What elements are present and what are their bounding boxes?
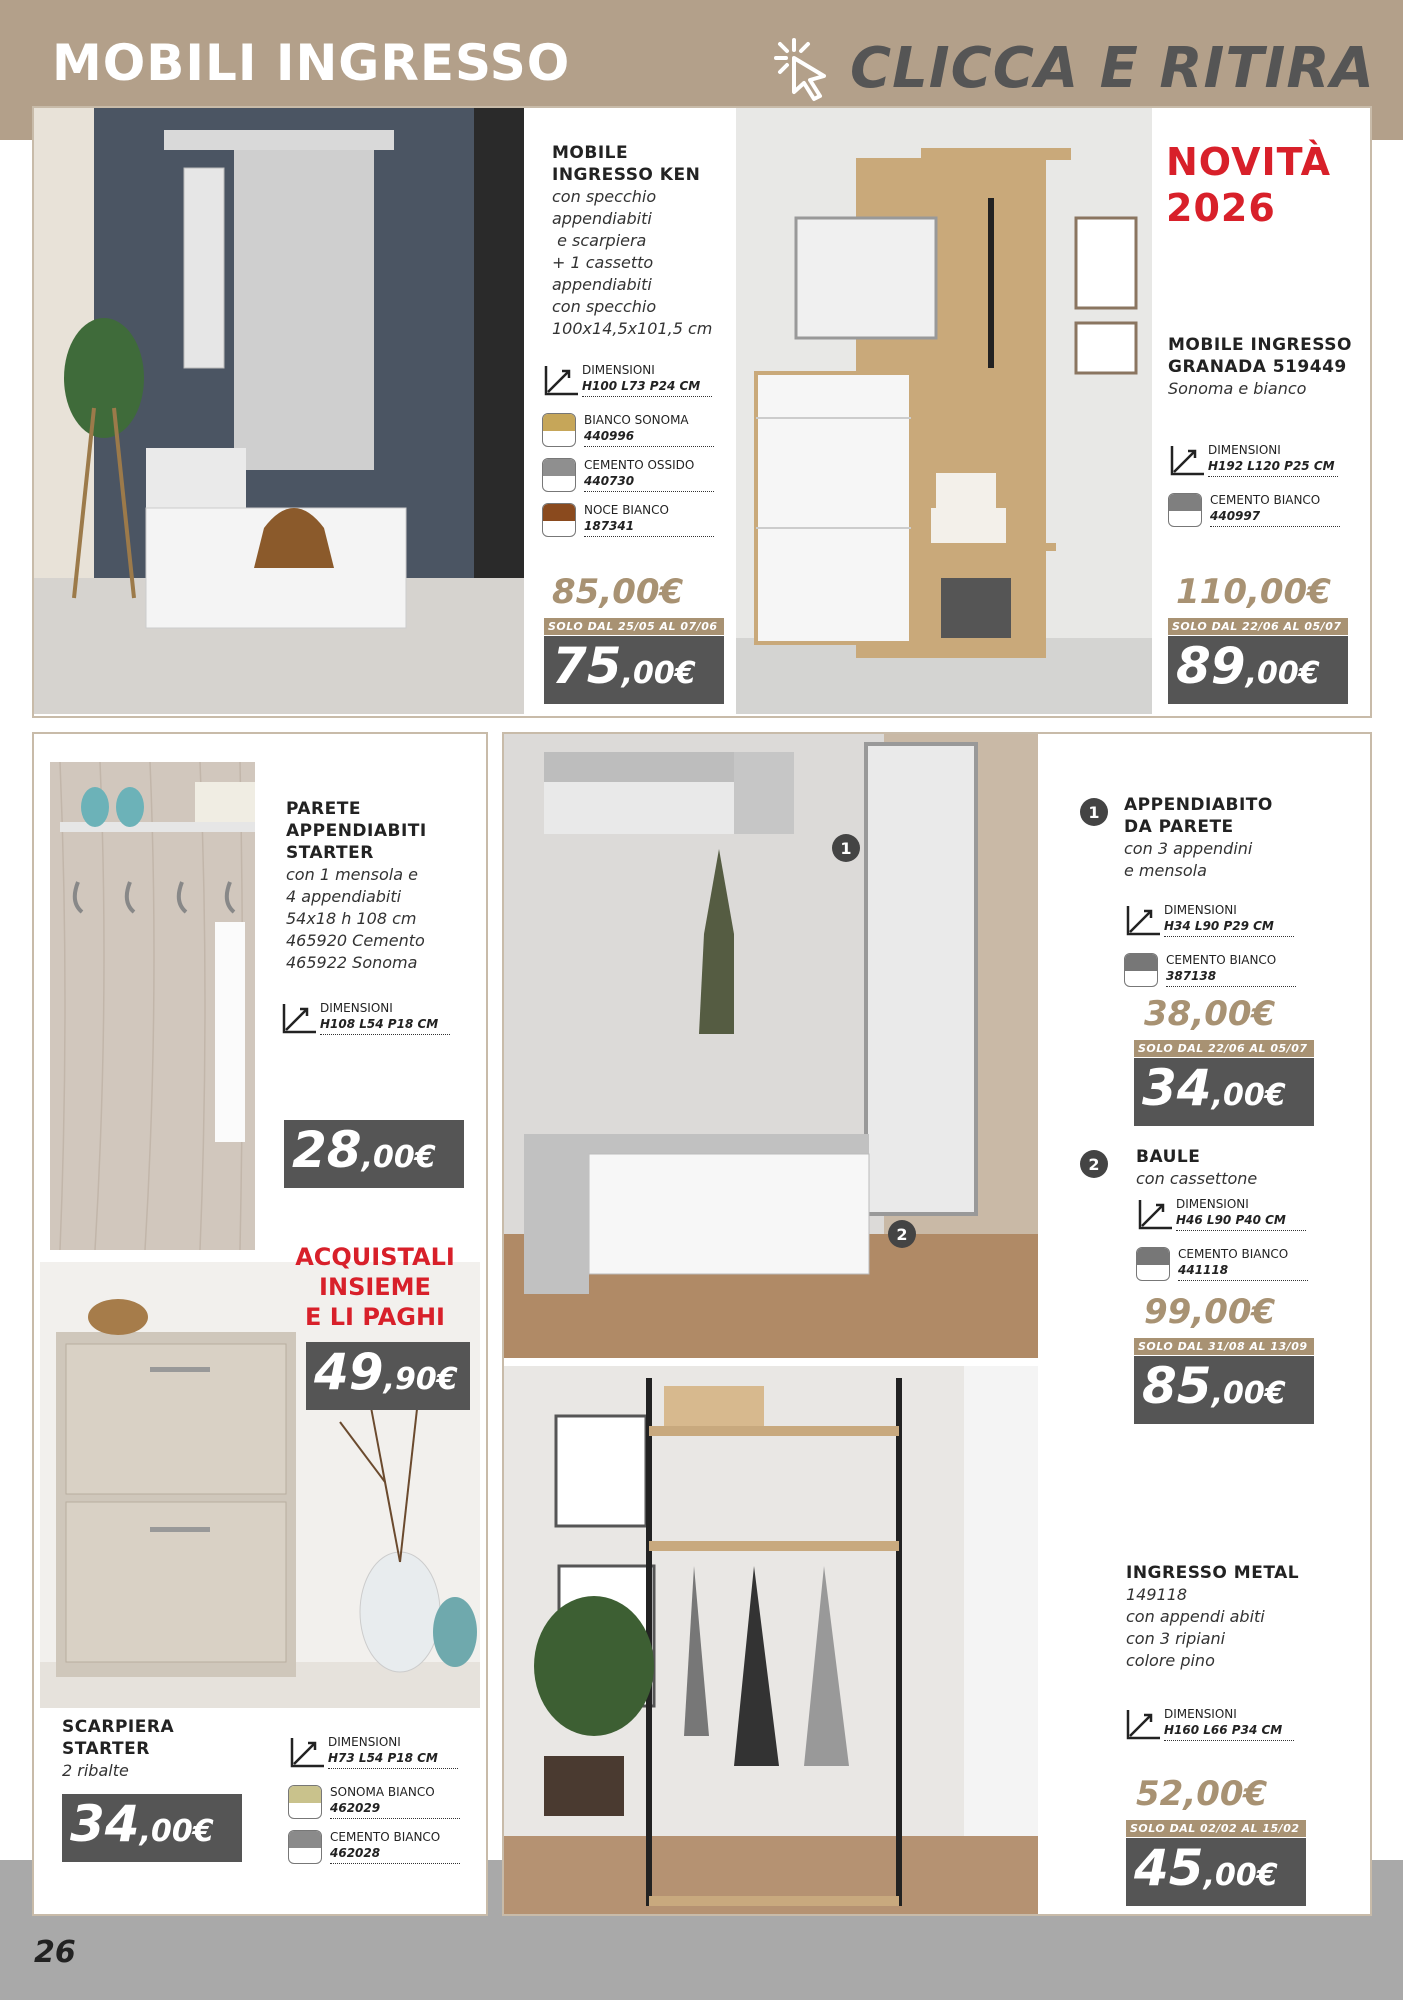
click-and-collect-title: CLICCA E RITIRA — [850, 36, 1375, 101]
ken-color-1 — [542, 412, 714, 447]
scarpiera-color-2-code: 462028 — [330, 1846, 381, 1860]
ken-offer-dates: SOLO DAL 25/05 AL 07/06 — [544, 618, 724, 635]
ken-price — [544, 636, 724, 704]
metal-desc-3: con 3 ripiani — [1126, 1629, 1226, 1648]
scarpiera-price-dec: ,00€ — [139, 1814, 214, 1849]
combo-line-1: ACQUISTALI — [295, 1243, 455, 1271]
dimensions-icon — [288, 1734, 328, 1770]
metal-dimensions — [1124, 1706, 1294, 1742]
scarpiera-desc: 2 ribalte — [62, 1761, 129, 1780]
dimensions-icon — [1124, 1706, 1164, 1742]
metal-price-int: 45 — [1134, 1839, 1204, 1897]
dimensions-icon — [1124, 902, 1164, 938]
color-swatch — [1124, 953, 1158, 987]
parete-price-dec: ,00€ — [361, 1140, 436, 1175]
ken-color-list — [542, 412, 714, 547]
metal-title: INGRESSO METAL — [1126, 1563, 1300, 1583]
color-swatch — [288, 1830, 322, 1864]
appendiabito-old-price: 38,00€ — [1144, 994, 1276, 1034]
ken-desc-2: appendiabiti — [552, 209, 652, 228]
combo-price — [306, 1342, 470, 1410]
parete-desc-4: 465920 Cemento — [286, 931, 425, 950]
parete-title-2: APPENDIABITI — [286, 821, 427, 841]
appendiabito-number: 1 — [1080, 798, 1108, 826]
baule-color-code: 441118 — [1178, 1263, 1229, 1277]
ken-color-2 — [542, 457, 714, 492]
granada-title-1: MOBILE INGRESSO — [1168, 335, 1352, 355]
appendiabito-info — [1124, 794, 1324, 882]
appendiabito-dim-value: H34 L90 P29 CM — [1164, 919, 1274, 933]
parete-desc-2: 4 appendiabiti — [286, 887, 402, 906]
granada-offer-dates: SOLO DAL 22/06 AL 05/07 — [1168, 618, 1348, 635]
metal-desc-1: 149118 — [1126, 1585, 1188, 1604]
baule-title: BAULE — [1136, 1147, 1201, 1167]
baule-info — [1136, 1146, 1336, 1190]
scarpiera-dim-label: DIMENSIONI — [328, 1735, 401, 1749]
appendiabito-baule-photo — [504, 734, 1038, 1358]
metal-offer-dates: SOLO DAL 02/02 AL 15/02 — [1126, 1820, 1306, 1837]
ken-price-int: 75 — [552, 637, 622, 695]
color-swatch — [1168, 493, 1202, 527]
parete-dim-label: DIMENSIONI — [320, 1001, 393, 1015]
parete-dim-value: H108 L54 P18 CM — [320, 1017, 439, 1031]
scarpiera-info — [62, 1716, 242, 1782]
photo-marker-1: 1 — [832, 834, 860, 862]
scarpiera-dim-value: H73 L54 P18 CM — [328, 1751, 438, 1765]
granada-dim-label: DIMENSIONI — [1208, 443, 1281, 457]
parete-desc-5: 465922 Sonoma — [286, 953, 418, 972]
combo-line-2: INSIEME — [319, 1273, 431, 1301]
granada-color-name: CEMENTO BIANCO — [1210, 493, 1321, 507]
scarpiera-color-1-name: SONOMA BIANCO — [330, 1785, 435, 1799]
granada-info — [1168, 334, 1368, 400]
appendiabito-desc-1: con 3 appendini — [1124, 839, 1253, 858]
dimensions-icon — [280, 1000, 320, 1036]
granada-color — [1168, 492, 1340, 527]
scarpiera-color-list — [288, 1784, 460, 1874]
dimensions-icon — [542, 362, 582, 398]
metal-info — [1126, 1562, 1346, 1672]
dimensions-icon — [1136, 1196, 1176, 1232]
color-swatch — [542, 413, 576, 447]
color-swatch — [1136, 1247, 1170, 1281]
appendiabito-color-code: 387138 — [1166, 969, 1217, 983]
metal-old-price: 52,00€ — [1136, 1774, 1268, 1814]
ken-old-price: 85,00€ — [552, 572, 684, 612]
granada-dimensions — [1168, 442, 1338, 478]
appendiabito-title-2: DA PARETE — [1124, 817, 1234, 837]
metal-desc-4: colore pino — [1126, 1651, 1215, 1670]
ken-dim-label: DIMENSIONI — [582, 363, 655, 377]
ken-title-2: INGRESSO KEN — [552, 165, 701, 185]
granada-product-photo — [736, 108, 1152, 714]
baule-price — [1134, 1356, 1314, 1424]
baule-price-int: 85 — [1142, 1357, 1212, 1415]
appendiabito-price — [1134, 1058, 1314, 1126]
ken-desc-5: appendiabiti — [552, 275, 652, 294]
appendiabito-offer-dates: SOLO DAL 22/06 AL 05/07 — [1134, 1040, 1314, 1057]
appendiabito-price-dec: ,00€ — [1211, 1078, 1286, 1113]
appendiabito-title-1: APPENDIABITO — [1124, 795, 1273, 815]
appendiabito-color — [1124, 952, 1296, 987]
granada-price-int: 89 — [1176, 637, 1246, 695]
appendiabito-price-int: 34 — [1142, 1059, 1212, 1117]
appendiabito-dimensions — [1124, 902, 1294, 938]
appendiabito-color-name: CEMENTO BIANCO — [1166, 953, 1277, 967]
scarpiera-title-1: SCARPIERA — [62, 1717, 175, 1737]
ken-desc-7: 100x14,5x101,5 cm — [552, 319, 713, 338]
granada-title-2: GRANADA 519449 — [1168, 357, 1347, 377]
scarpiera-price-int: 34 — [70, 1795, 140, 1853]
granada-price — [1168, 636, 1348, 704]
photo-marker-2: 2 — [888, 1220, 916, 1248]
ken-color-3-code: 187341 — [584, 519, 635, 533]
metal-dim-value: H160 L66 P34 CM — [1164, 1723, 1283, 1737]
scarpiera-title-2: STARTER — [62, 1739, 150, 1759]
ken-title-1: MOBILE — [552, 143, 629, 163]
scarpiera-dimensions — [288, 1734, 458, 1770]
ken-product-photo — [34, 108, 524, 714]
ken-color-1-code: 440996 — [584, 429, 635, 443]
metal-product-photo — [504, 1366, 1038, 1914]
ken-color-2-name: CEMENTO OSSIDO — [584, 458, 695, 472]
metal-price-dec: ,00€ — [1203, 1858, 1278, 1893]
parete-title-3: STARTER — [286, 843, 374, 863]
parete-desc-3: 54x18 h 108 cm — [286, 909, 417, 928]
baule-price-dec: ,00€ — [1211, 1376, 1286, 1411]
scarpiera-color-2 — [288, 1829, 460, 1864]
scarpiera-color-2-name: CEMENTO BIANCO — [330, 1830, 441, 1844]
page-number: 26 — [34, 1935, 76, 1970]
scarpiera-price — [62, 1794, 242, 1862]
parete-price-int: 28 — [292, 1121, 362, 1179]
appendiabito-desc-2: e mensola — [1124, 861, 1207, 880]
color-swatch — [542, 503, 576, 537]
metal-desc-2: con appendi abiti — [1126, 1607, 1265, 1626]
baule-color — [1136, 1246, 1308, 1281]
ken-desc-3: e scarpiera — [552, 231, 647, 250]
parete-dimensions — [280, 1000, 450, 1036]
cursor-click-icon — [768, 36, 834, 102]
granada-old-price: 110,00€ — [1176, 572, 1331, 612]
new-badge-line-1: NOVITÀ — [1166, 140, 1332, 184]
ken-price-dec: ,00€ — [621, 656, 696, 691]
parete-product-photo — [50, 762, 255, 1250]
appendiabito-dim-label: DIMENSIONI — [1164, 903, 1237, 917]
ken-dim-value: H100 L73 P24 CM — [582, 379, 701, 393]
ken-color-3-name: NOCE BIANCO — [584, 503, 669, 517]
combo-line-3: E LI PAGHI — [304, 1303, 445, 1331]
parete-info — [286, 798, 466, 974]
combo-price-dec: ,90€ — [383, 1362, 458, 1397]
new-badge-line-2: 2026 — [1166, 186, 1276, 230]
parete-title-1: PARETE — [286, 799, 361, 819]
color-swatch — [288, 1785, 322, 1819]
ken-info — [552, 142, 732, 340]
baule-old-price: 99,00€ — [1144, 1292, 1276, 1332]
combo-price-int: 49 — [314, 1343, 384, 1401]
ken-color-3 — [542, 502, 714, 537]
baule-number: 2 — [1080, 1150, 1108, 1178]
ken-color-2-code: 440730 — [584, 474, 635, 488]
ken-desc-1: con specchio — [552, 187, 657, 206]
ken-color-1-name: BIANCO SONOMA — [584, 413, 689, 427]
baule-dimensions — [1136, 1196, 1306, 1232]
ken-dimensions — [542, 362, 712, 398]
baule-color-name: CEMENTO BIANCO — [1178, 1247, 1289, 1261]
ken-desc-6: con specchio — [552, 297, 657, 316]
metal-price — [1126, 1838, 1306, 1906]
granada-desc: Sonoma e bianco — [1168, 379, 1307, 398]
baule-dim-label: DIMENSIONI — [1176, 1197, 1249, 1211]
ken-desc-4: + 1 cassetto — [552, 253, 654, 272]
granada-dim-value: H192 L120 P25 CM — [1208, 459, 1335, 473]
parete-price — [284, 1120, 464, 1188]
granada-price-dec: ,00€ — [1245, 656, 1320, 691]
baule-dim-value: H46 L90 P40 CM — [1176, 1213, 1286, 1227]
dimensions-icon — [1168, 442, 1208, 478]
baule-desc: con cassettone — [1136, 1169, 1258, 1188]
scarpiera-color-1 — [288, 1784, 460, 1819]
page-title: MOBILI INGRESSO — [52, 34, 571, 92]
scarpiera-color-1-code: 462029 — [330, 1801, 381, 1815]
metal-dim-label: DIMENSIONI — [1164, 1707, 1237, 1721]
color-swatch — [542, 458, 576, 492]
granada-color-code: 440997 — [1210, 509, 1261, 523]
baule-offer-dates: SOLO DAL 31/08 AL 13/09 — [1134, 1338, 1314, 1355]
parete-desc-1: con 1 mensola e — [286, 865, 418, 884]
